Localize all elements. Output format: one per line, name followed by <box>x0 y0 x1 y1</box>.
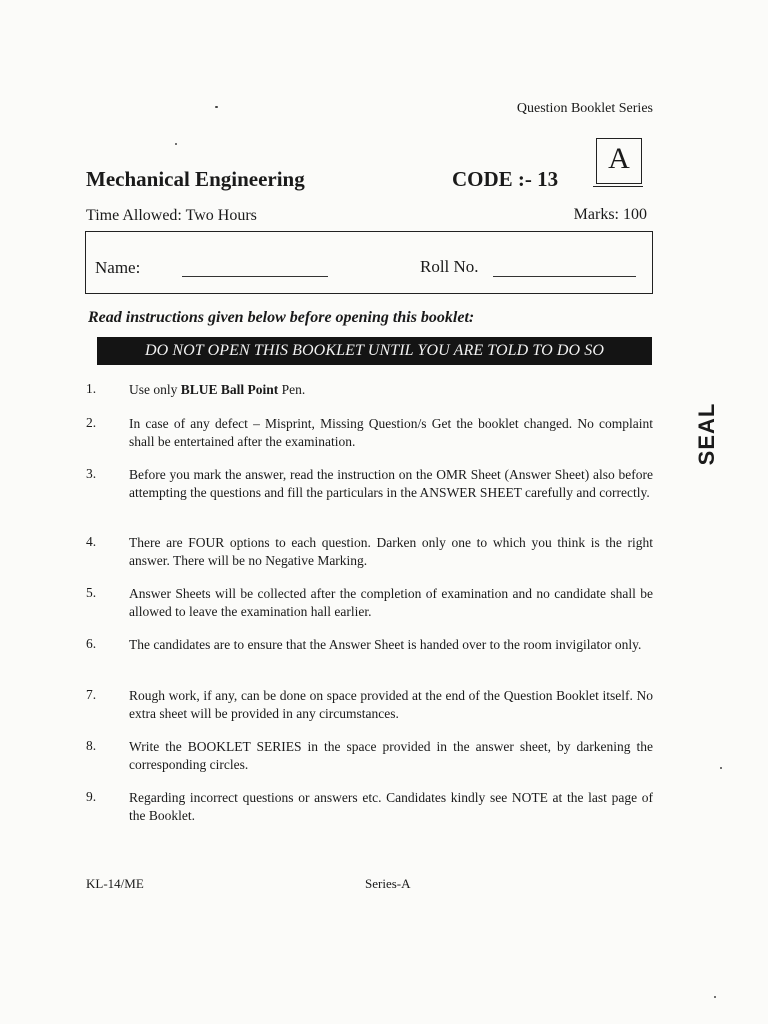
series-letter: A <box>608 142 630 175</box>
candidate-details-box <box>85 231 653 294</box>
instruction-text: Answer Sheets will be collected after the completion of examination and no candidate shall be allowed to leave the examination hall earlier. <box>129 586 653 619</box>
footer-series: Series-A <box>365 876 411 891</box>
instruction-number: 6. <box>86 636 97 651</box>
roll-no-label: Roll No. <box>420 257 479 276</box>
instruction-number: 3. <box>86 466 97 481</box>
name-field[interactable] <box>182 276 328 277</box>
time-allowed: Time Allowed: Two Hours <box>86 207 257 224</box>
instructions-heading: Read instructions given below before opening this booklet: <box>88 309 475 326</box>
footer-paper-id: KL-14/ME <box>86 876 144 891</box>
scan-speck <box>175 143 177 145</box>
instruction-text: Rough work, if any, can be done on space provided at the end of the Question Booklet itself. No extra sheet will be provided in any circumstances. <box>129 688 653 721</box>
instruction-number: 9. <box>86 789 97 804</box>
instruction-text: The candidates are to ensure that the Answer Sheet is handed over to the room invigilator only. <box>129 637 642 652</box>
instruction-text: Use only BLUE Ball Point Pen. <box>129 382 306 397</box>
seal-text: SEAL <box>694 402 719 466</box>
scan-speck <box>215 106 218 108</box>
instruction-text: In case of any defect – Misprint, Missing Question/s Get the booklet changed. No complaint shall be entertained after the examination. <box>129 416 653 449</box>
scan-speck <box>720 767 722 769</box>
instruction-number: 4. <box>86 534 97 549</box>
instruction-number: 7. <box>86 687 97 702</box>
warning-banner <box>97 337 652 365</box>
series-box <box>596 138 642 184</box>
subject-title: Mechanical Engineering <box>86 167 305 191</box>
instruction-number: 2. <box>86 415 97 430</box>
instruction-text: Write the BOOKLET SERIES in the space provided in the answer sheet, by darkening the corresponding circles. <box>129 739 653 772</box>
series-label: Question Booklet Series <box>516 101 653 116</box>
max-marks: Marks: 100 <box>573 206 647 223</box>
instruction-text: Regarding incorrect questions or answers etc. Candidates kindly see NOTE at the last page of the Booklet. <box>129 790 653 823</box>
warning-text: DO NOT OPEN THIS BOOKLET UNTIL YOU ARE TOLD TO DO SO <box>144 342 605 359</box>
roll-no-field[interactable] <box>493 276 636 277</box>
instruction-text: Before you mark the answer, read the instruction on the OMR Sheet (Answer Sheet) also before attempting the questions and fill the particulars in the ANSWER SHEET carefully and correctly. <box>129 467 653 500</box>
paper-code: CODE :- 13 <box>452 167 559 191</box>
name-label: Name: <box>95 258 141 277</box>
scan-speck <box>714 996 716 998</box>
instruction-number: 1. <box>86 381 97 396</box>
series-box-underline <box>593 179 643 187</box>
instruction-text: There are FOUR options to each question. Darken only one to which you think is the right answer. There will be no Negative Marking. <box>129 535 653 568</box>
instruction-number: 8. <box>86 738 97 753</box>
seal-label <box>690 398 724 470</box>
instruction-number: 5. <box>86 585 97 600</box>
